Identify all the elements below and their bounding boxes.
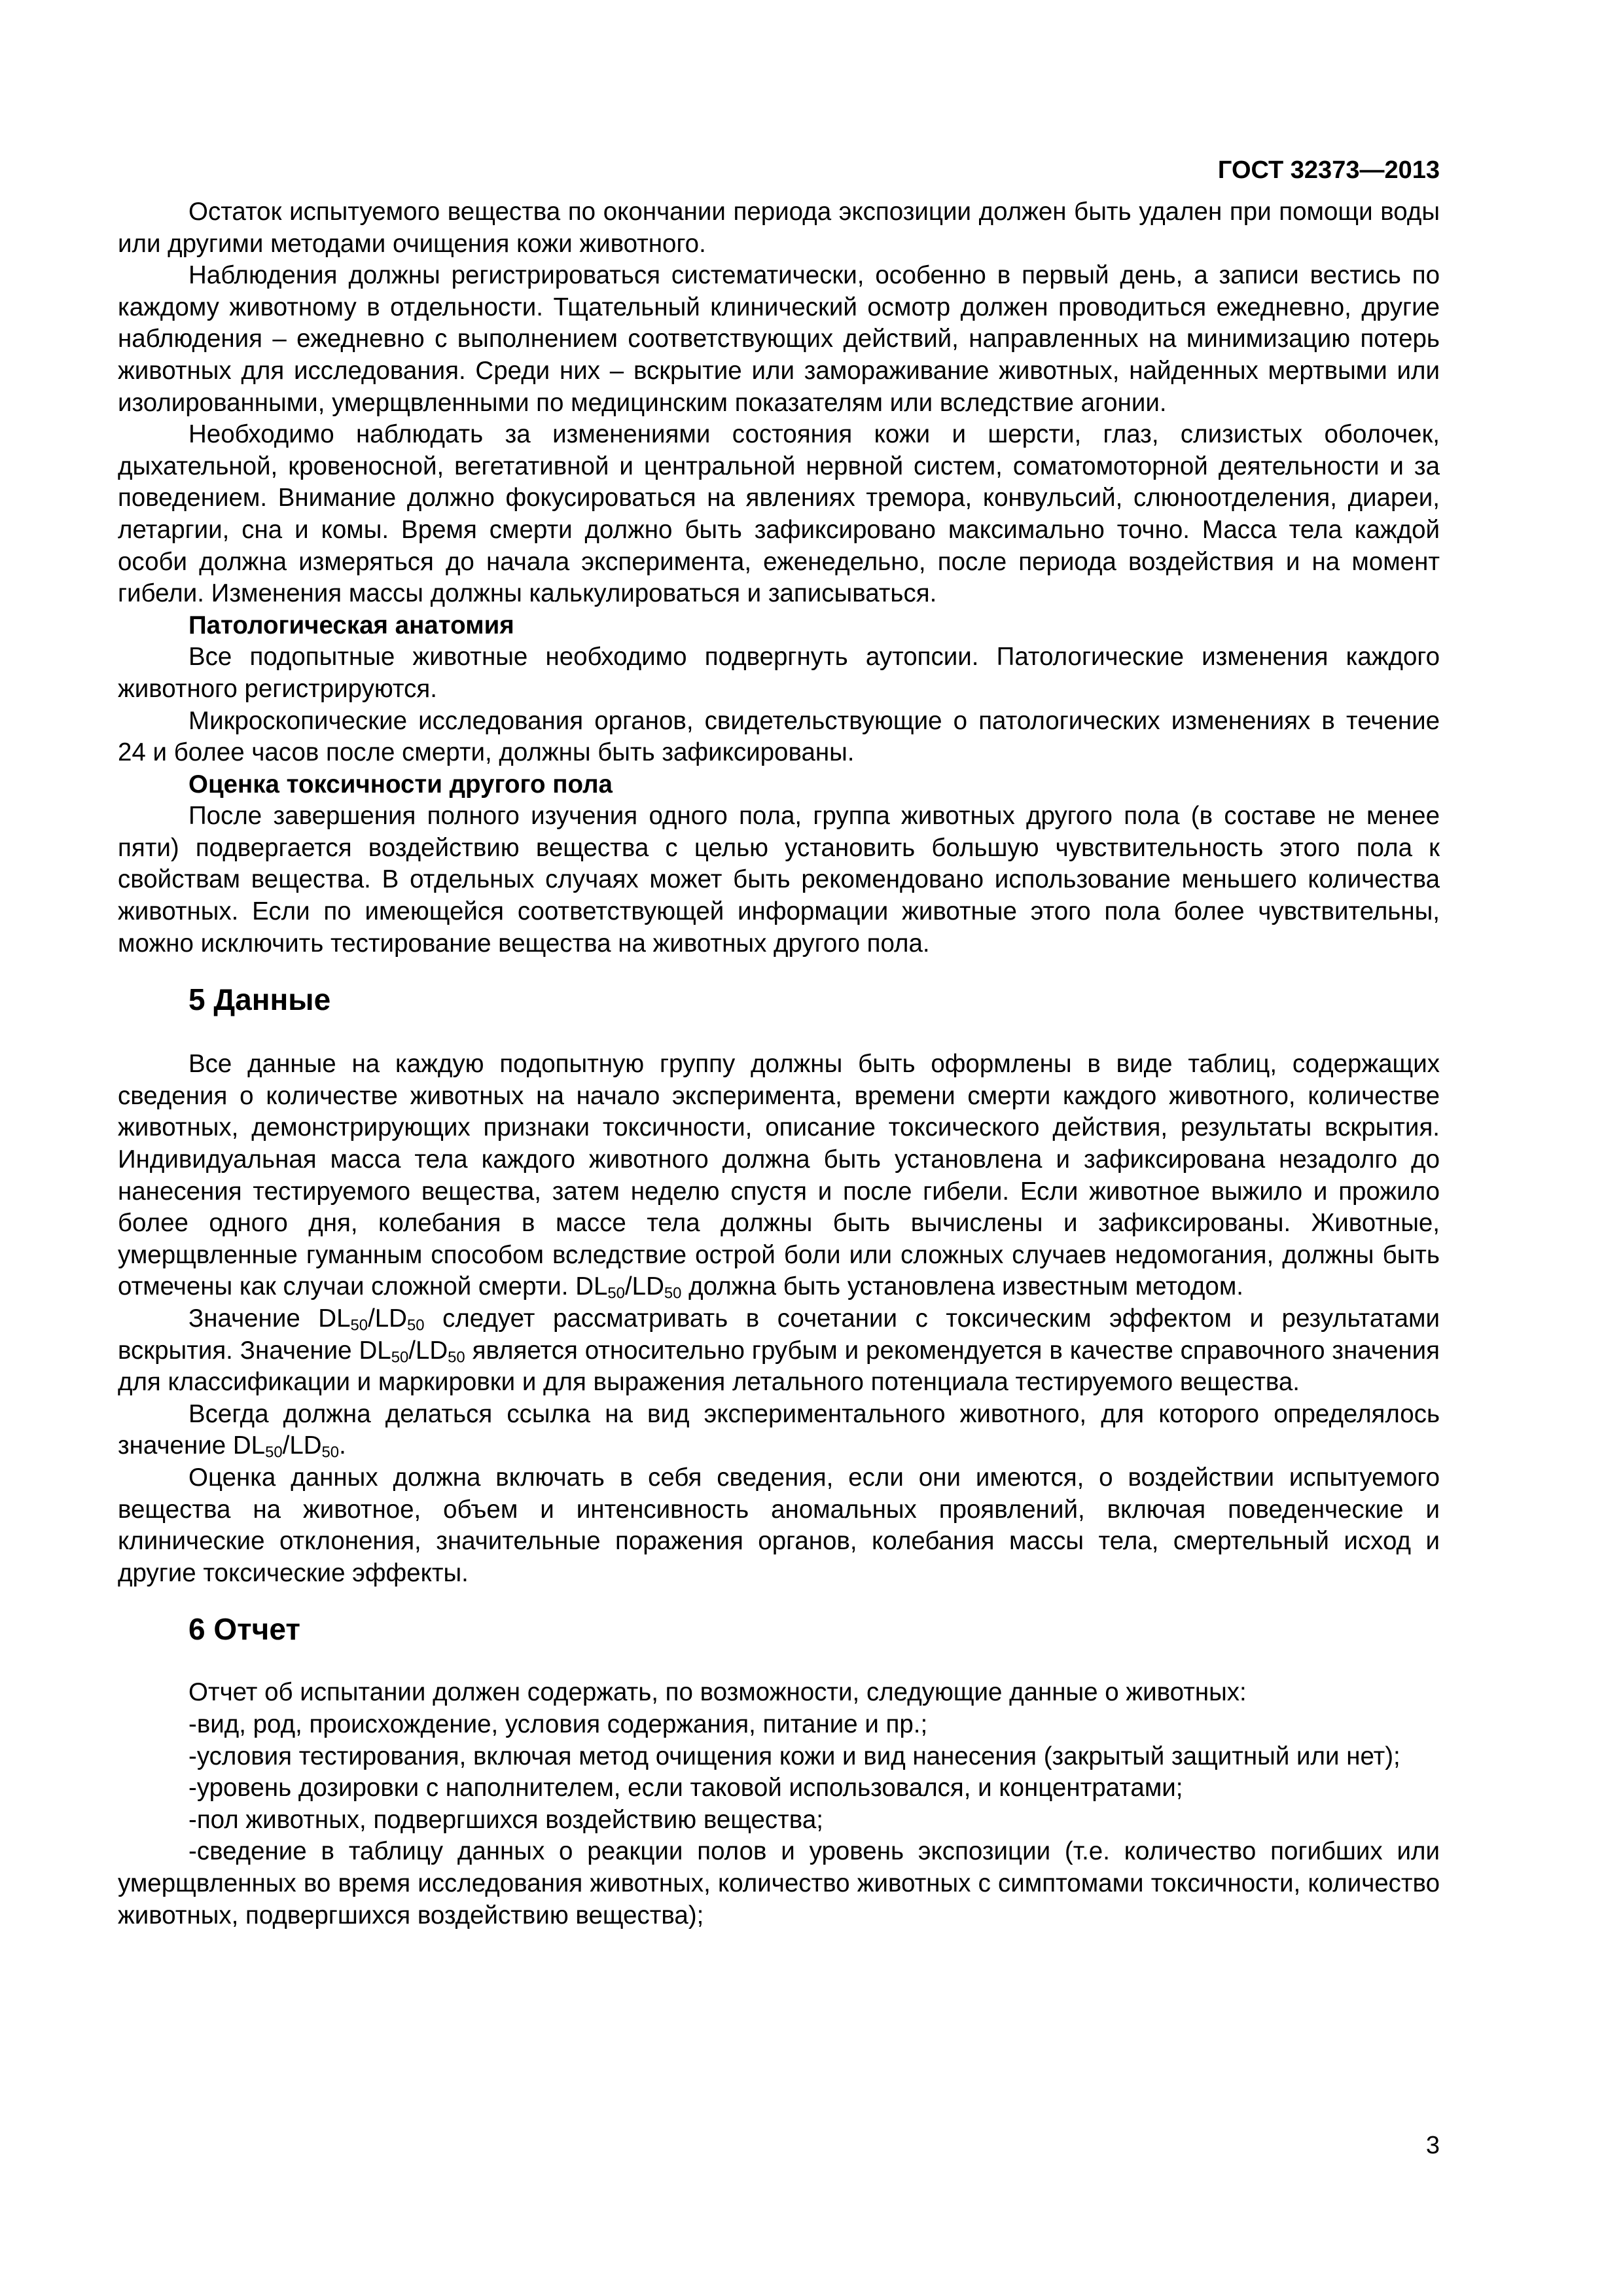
paragraph-condition-monitoring: Необходимо наблюдать за изменениями состояния кожи и шерсти, глаз, слизистых оболочек, дыхательной, кровеносной, вегетативной и центральной нервной систем, соматомоторной деятельности и за поведением. Внимание должно фокусироваться на явлениях тремора, конвульсий, слюноотделения, диареи, летаргии, сна и комы. Время смерти должно быть зафиксировано максимально точно. Масса тела каждой особи должна измеряться до начала эксперимента, еженедельно, после периода воздействия и на момент гибели. Изменения массы должны калькулироваться и записываться.: [118, 420, 1440, 608]
section-heading-data: 5 Данные: [188, 982, 331, 1017]
subheading-pathology: Патологическая анатомия: [188, 611, 514, 639]
report-list-item: -пол животных, подвергшихся воздействию вещества;: [188, 1805, 823, 1834]
ld50-notation: $DL_{50}/LD_{50}$: [318, 1304, 425, 1335]
paragraph-species-reference: Всегда должна делаться ссылка на вид экспериментального животного, для которого определялось значение $DL_{50}/LD_{50}$.: [118, 1399, 1440, 1462]
paragraph-ld50-value: Значение $DL_{50}/LD_{50}$ следует рассматривать в сочетании с токсическим эффектом и результатами вскрытия. Значение $DL_{50}/LD_{50}$ является относительно грубым и рекомендуется в качестве справочного значения для классификации и маркировки и для выражения летального потенциала тестируемого вещества.: [118, 1304, 1440, 1397]
paragraph-other-sex-testing: После завершения полного изучения одного пола, группа животных другого пола (в составе не менее пяти) подвергается воздействию вещества с целью установить большую чувствительность этого пола к свойствам вещества. В отдельных случаях может быть рекомендовано использование меньшего количества животных. Если по имеющейся соответствующей информации животные этого пола более чувствительны, можно исключить тестирование вещества на животных другого пола.: [118, 802, 1440, 958]
document-code: ГОСТ 32373—2013: [1217, 156, 1440, 184]
data-tables-end: должна быть установлена известным методом.: [688, 1272, 1244, 1301]
subheading-other-sex: Оценка токсичности другого пола: [188, 770, 613, 798]
paragraph-residue-removal: Остаток испытуемого вещества по окончании периода экспозиции должен быть удален при помощи воды или другими методами очищения кожи животного.: [118, 198, 1440, 258]
paragraph-microscopy: Микроскопические исследования органов, свидетельствующие о патологических изменениях в течение 24 и более часов после смерти, должны быть зафиксированы.: [118, 706, 1440, 767]
ld50-notation: $DL_{50}/LD_{50}$: [232, 1431, 340, 1462]
ld50-notation: $DL_{50}/LD_{50}$: [359, 1336, 465, 1366]
paragraph-autopsy: Все подопытные животные необходимо подвергнуть аутопсии. Патологические изменения каждого животного регистрируются.: [118, 643, 1440, 703]
report-list-item: -сведение в таблицу данных о реакции полов и уровень экспозиции (т.е. количество погибших или умерщвленных во время исследования животных, количество животных с симптомами токсичности, количество животных, подвергшихся воздействию вещества);: [118, 1837, 1440, 1929]
data-tables-text: Все данные на каждую подопытную группу должны быть оформлены в виде таблиц, содержащих сведения о количестве животных на начало эксперимента, времени смерти каждого животного, количестве животных, демонстрирующих признаки токсичности, описание токсического действия, результаты вскрытия. Индивидуальная масса тела каждого животного должна быть установлена и зафиксирована незадолго до нанесения тестируемого вещества, затем неделю спустя и после гибели. Если животное выжило и прожило более одного дня, колебания в массе тела должны быть вычислены и зафиксированы. Животные, умерщвленные гуманным способом вследствие острой боли или сложных случаев недомогания, должны быть отмечены как случаи сложной смерти.: [118, 1050, 1440, 1301]
paragraph-data-evaluation: Оценка данных должна включать в себя сведения, если они имеются, о воздействии испытуемого вещества на животное, объем и интенсивность аномальных проявлений, включая поведенческие и клинические отклонения, значительные поражения органов, колебания массы тела, смертельный исход и другие токсические эффекты.: [118, 1463, 1440, 1587]
document-body: [118, 196, 1440, 1931]
ld50-notation: $DL_{50}/LD_{50}$: [575, 1272, 682, 1302]
report-list-item: -условия тестирования, включая метод очищения кожи и вид нанесения (закрытый защитный или нет);: [188, 1742, 1400, 1770]
report-list-item: -уровень дозировки с наполнителем, если таковой использовался, и концентратами;: [188, 1774, 1183, 1803]
section-heading-report: 6 Отчет: [188, 1612, 300, 1647]
paragraph-data-tables: [118, 1049, 1440, 1303]
page-number: 3: [1425, 2132, 1440, 2159]
report-list-item: -вид, род, происхождение, условия содержания, питание и пр.;: [188, 1710, 928, 1738]
paragraph-report-intro: Отчет об испытании должен содержать, по возможности, следующие данные о животных:: [188, 1678, 1247, 1707]
paragraph-observations: Наблюдения должны регистрироваться систематически, особенно в первый день, а записи вестись по каждому животному в отдельности. Тщательный клинический осмотр должен проводиться ежедневно, другие наблюдения – ежедневно с выполнением соответствующих действий, направленных на минимизацию потерь животных для исследования. Среди них – вскрытие или замораживание животных, найденных мертвыми или изолированными, умерщвленными по медицинским показателям или вследствие агонии.: [118, 261, 1440, 417]
